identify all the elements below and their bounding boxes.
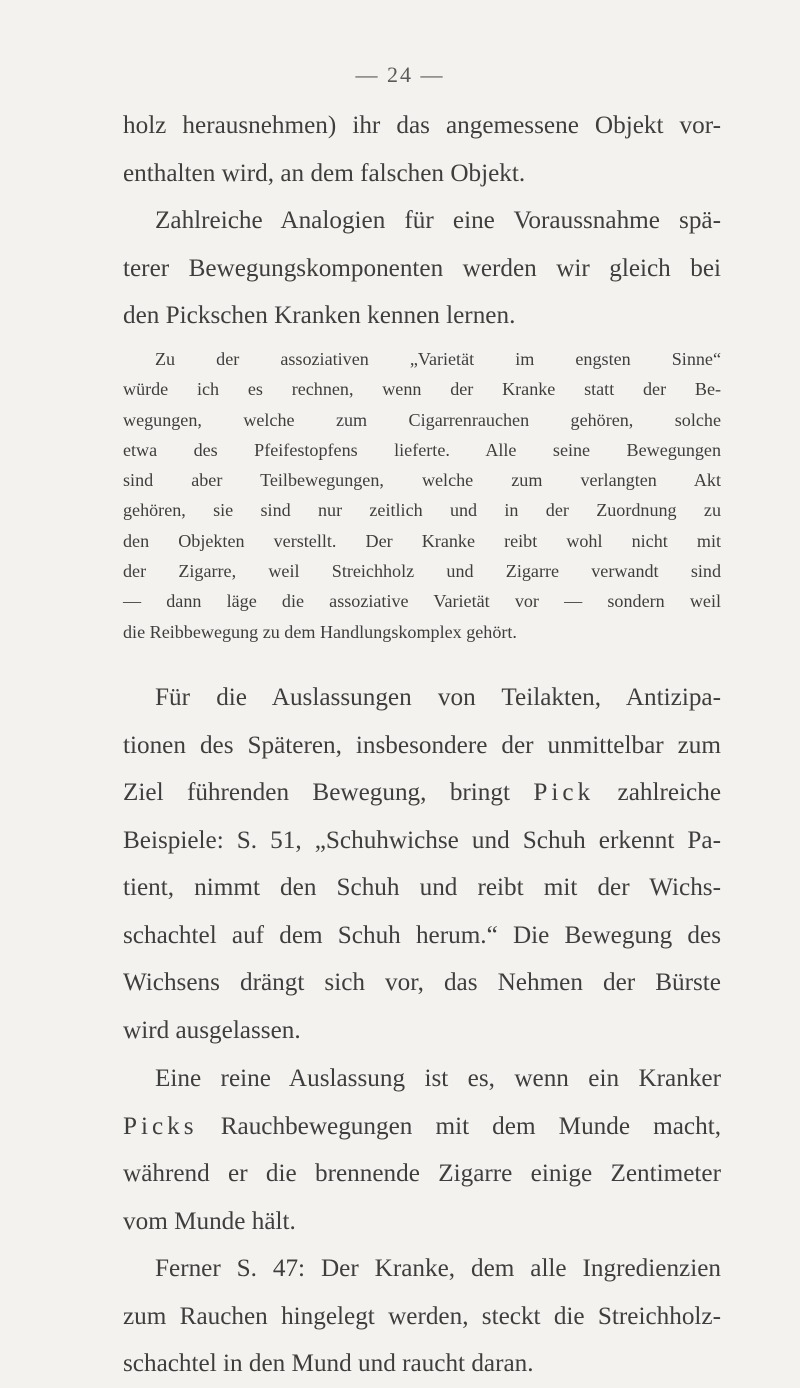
- text-line: Für die Auslassungen von Teilakten, Antizipa-: [155, 684, 721, 711]
- line-part: Ziel führenden Bewegung, bringt: [123, 779, 510, 806]
- text-line: terer Bewegungskomponenten werden wir gleich bei: [123, 254, 721, 282]
- text-line: Zu der assoziativen „Varietät im engsten Sinne“: [155, 349, 721, 369]
- text-line: den Objekten verstellt. Der Kranke reibt wohl nicht mit: [123, 530, 721, 551]
- text-line: holz herausnehmen) ihr das angemessene Objekt vor-: [123, 112, 721, 139]
- text-line: wird ausgelassen.: [123, 1016, 301, 1044]
- text-line: während er die brennende Zigarre einige Zentimeter: [123, 1160, 721, 1187]
- line-part: zahlreiche: [617, 779, 722, 806]
- text-line: etwa des Pfeifestopfens lieferte. Alle seine Bewegungen: [123, 439, 721, 460]
- text-line: vom Munde hält.: [123, 1207, 296, 1235]
- small-print-note: [123, 344, 721, 647]
- paragraph-analogies: [123, 197, 721, 340]
- text-line: Ferner S. 47: Der Kranke, dem alle Ingredienzien: [155, 1255, 721, 1282]
- text-line: die Reibbewegung zu dem Handlungskomplex gehört.: [123, 621, 517, 642]
- text-line: der Zigarre, weil Streichholz und Zigarre verwandt sind: [123, 561, 721, 582]
- text-line: wegungen, welche zum Cigarrenrauchen gehören, solche: [123, 409, 721, 430]
- text-line: enthalten wird, an dem falschen Objekt.: [123, 159, 526, 187]
- paragraph-pure-omission: [123, 1055, 721, 1245]
- page-number: — 24 —: [355, 62, 445, 87]
- text-line: schachtel in den Mund und raucht daran.: [123, 1350, 534, 1377]
- text-line: Eine reine Auslassung ist es, wenn ein Kranker: [155, 1065, 721, 1092]
- line-part: Rauchbewegungen mit dem Munde macht,: [220, 1112, 721, 1140]
- author-name: Picks: [123, 1112, 198, 1140]
- paragraph-continuation: [123, 102, 721, 197]
- paragraph-omissions: [123, 674, 721, 1054]
- text-line: zum Rauchen hingelegt werden, steckt die Streichholz-: [123, 1302, 721, 1330]
- text-line: gehören, sie sind nur zeitlich und in der Zuordnung zu: [123, 500, 721, 521]
- text-line: — dann läge die assoziative Varietät vor — sondern weil: [123, 591, 721, 612]
- text-line-with-name: [123, 769, 721, 817]
- text-line: tionen des Späteren, insbesondere der unmittelbar zum: [123, 731, 721, 759]
- paragraph-further-example: [123, 1245, 721, 1388]
- text-line: Zahlreiche Analogien für eine Voraussnahme spä-: [155, 207, 721, 234]
- text-line: Wichsens drängt sich vor, das Nehmen der Bürste: [123, 969, 721, 996]
- author-name: Pick: [533, 779, 595, 806]
- text-line: schachtel auf dem Schuh herum.“ Die Bewegung des: [123, 921, 721, 949]
- text-line: tient, nimmt den Schuh und reibt mit der Wichs-: [123, 874, 721, 901]
- text-line-with-name: [123, 1103, 721, 1151]
- text-line: sind aber Teilbewegungen, welche zum verlangten Akt: [123, 470, 721, 491]
- text-line: den Pickschen Kranken kennen lernen.: [123, 302, 516, 329]
- text-line: Beispiele: S. 51, „Schuhwichse und Schuh erkennt Pa-: [123, 826, 721, 854]
- text-line: würde ich es rechnen, wenn der Kranke statt der Be-: [123, 379, 721, 400]
